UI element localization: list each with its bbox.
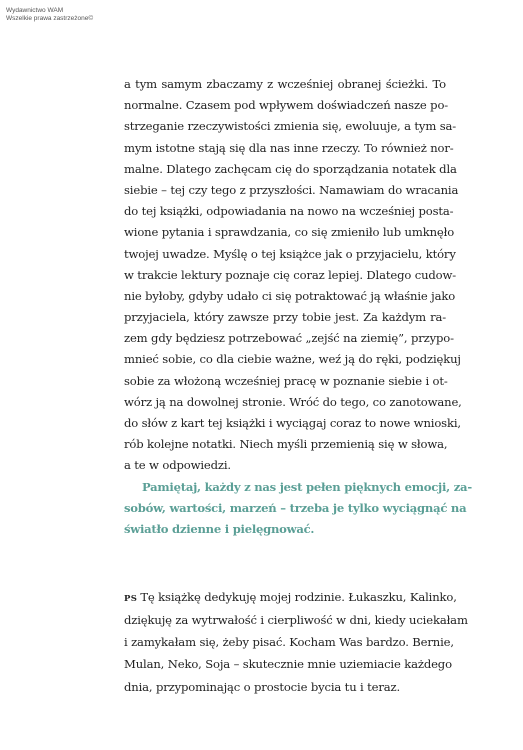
postscript: [124, 586, 468, 698]
text-line: do tej książki, odpowiadania na nowo na wcześniej posta-: [124, 204, 454, 219]
text-line: mnieć sobie, co dla ciebie ważne, weź ją do ręki, podziękuj: [124, 352, 461, 367]
text-line: w trakcie lektury poznaje cię coraz lepiej. Dlatego cudow-: [124, 267, 457, 282]
text-line: mym istotne stają się dla nas inne rzeczy. To również nor-: [124, 140, 454, 155]
postscript-line: dziękuję za wytrwałość i cierpliwość w dni, kiedy uciekałam: [124, 612, 468, 627]
quote-line: sobów, wartości, marzeń – trzeba je tylko wyciągnąć na: [124, 500, 467, 515]
text-line: wione pytania i sprawdzania, co się zmieniło lub umknęło: [124, 225, 455, 240]
text-line: siebie – tej czy tego z przyszłości. Namawiam do wracania: [124, 182, 459, 197]
copyright-notice: Wszelkie prawa zastrzeżone©: [6, 15, 94, 22]
text-line: zem gdy będziesz potrzebować „zejść na ziemię”, przypo-: [124, 331, 454, 346]
text-line: przyjaciela, który zawsze przy tobie jest. Za każdym ra-: [124, 310, 446, 325]
text-line: do słów z kart tej książki i wyciągaj coraz to nowe wnioski,: [124, 416, 461, 430]
text-line: a tym samym zbaczamy z wcześniej obranej ścieżki. To: [124, 77, 446, 91]
quote-line: Pamiętaj, każdy z nas jest pełen pięknych emocji, za-: [142, 479, 472, 494]
page-text: [124, 74, 472, 698]
postscript-line: i zamykałam się, żeby pisać. Kocham Was bardzo. Bernie,: [124, 634, 454, 649]
text-line: normalne. Czasem pod wpływem doświadczeń nasze po-: [124, 98, 449, 113]
text-line: a te w odpowiedzi.: [124, 458, 231, 473]
body-paragraph: [124, 74, 462, 477]
text-line: wórz ją na dowolnej stronie. Wróć do tego, co zanotowane,: [124, 394, 462, 409]
postscript-line: [124, 586, 457, 608]
text-line: sobie za włożoną wcześniej pracę w poznanie siebie i ot-: [124, 373, 448, 388]
text-line: strzeganie rzeczywistości zmienia się, ewoluuje, a tym sa-: [124, 119, 457, 134]
postscript-line: dnia, przypominając o prostocie bycia tu i teraz.: [124, 679, 401, 694]
postscript-line: Mulan, Neko, Soja – skutecznie mnie uziemiacie każdego: [124, 657, 452, 672]
text-line: twojej uwadze. Myślę o tej książce jak o przyjacielu, który: [124, 246, 456, 261]
postscript-first-line: Tę książkę dedykuję mojej rodzinie. Łukaszku, Kalinko,: [140, 590, 457, 605]
text-line: malne. Dlatego zachęcam cię do sporządzania notatek dla: [124, 161, 457, 176]
quote-line: światło dzienne i pielęgnować.: [124, 521, 315, 536]
highlighted-quote: [124, 477, 472, 541]
text-line: nie byłoby, gdyby udało ci się potraktować ją właśnie jako: [124, 288, 456, 303]
ps-mark: PS: [124, 594, 138, 605]
publisher-name: Wydawnictwo WAM: [6, 7, 64, 14]
page-header: [6, 7, 93, 23]
text-line: rób kolejne notatki. Niech myśli przemienią się w słowa,: [124, 437, 448, 452]
